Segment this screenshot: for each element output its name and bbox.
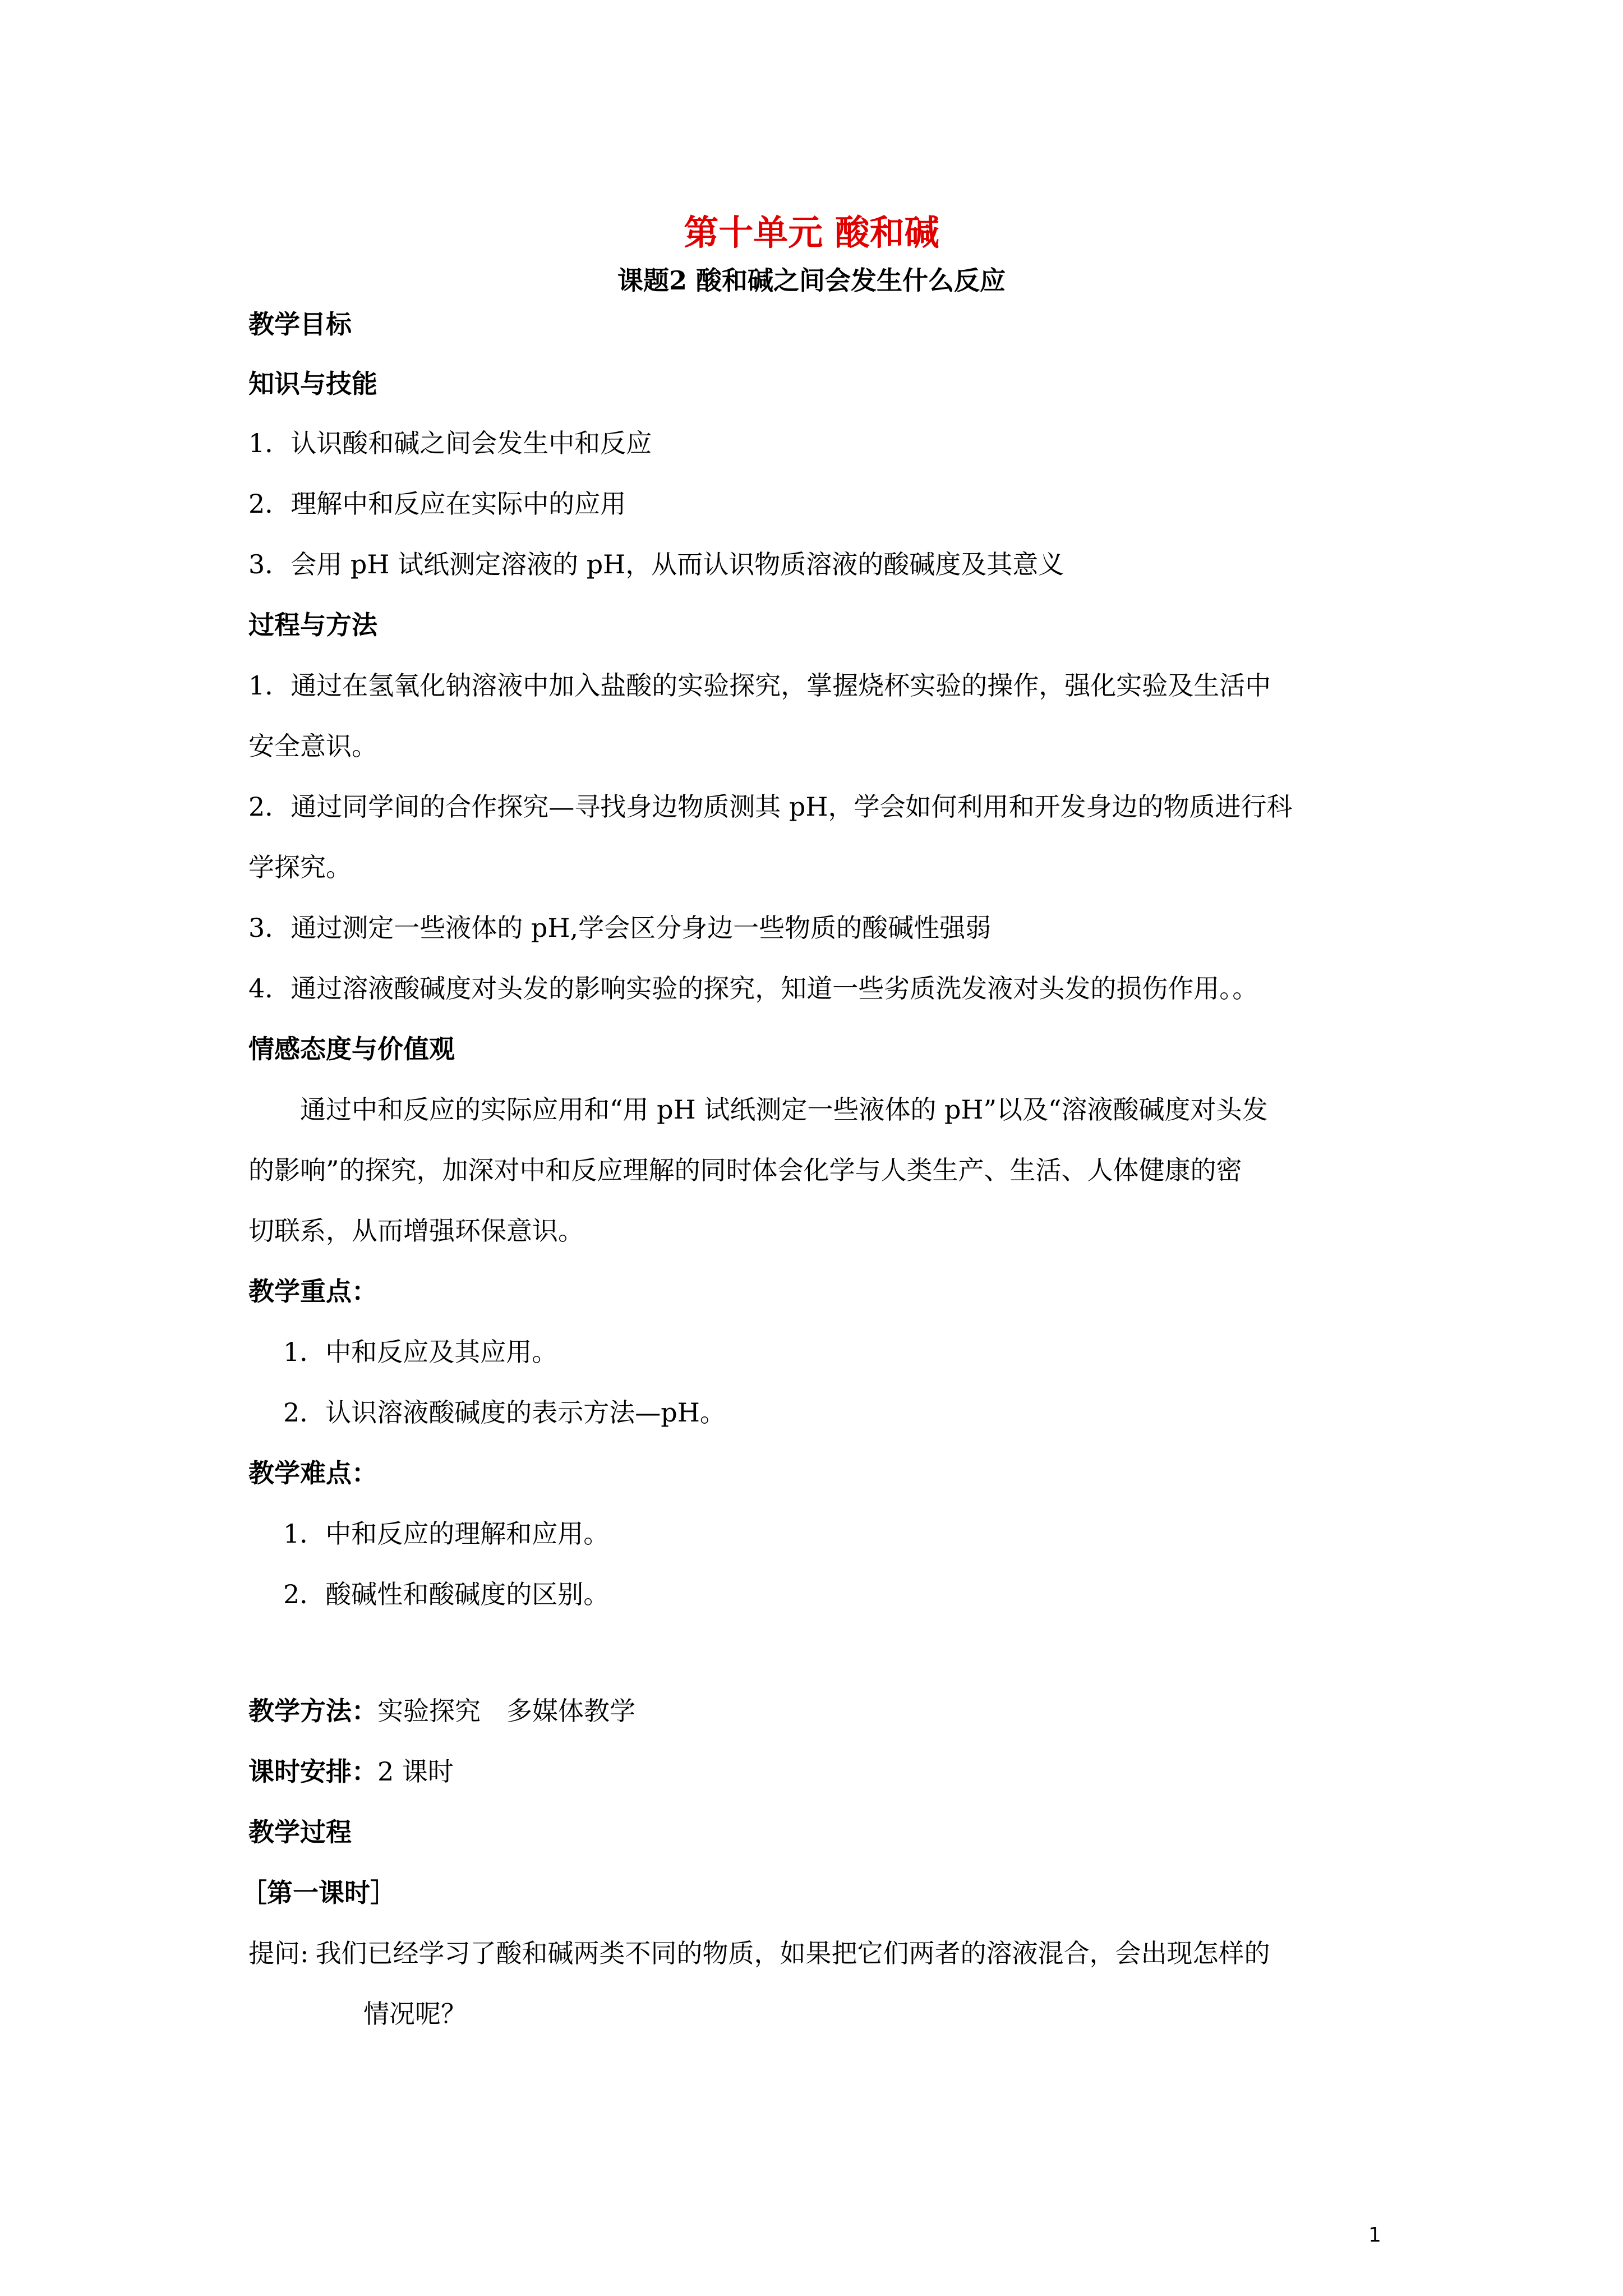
teaching-method-value: 实验探究 多媒体教学: [377, 1696, 635, 1726]
class-schedule: [248, 1754, 454, 1789]
process-item-2-line-2: 学探究。: [248, 852, 352, 882]
difficulty-item: 2．酸碱性和酸碱度的区别。: [283, 1579, 610, 1609]
process-item-4: 4．通过溶液酸碱度对头发的影响实验的探究，知道一些劣质洗发液对头发的损伤作用。。: [248, 973, 1258, 1004]
process-item-3: 3．通过测定一些液体的 pH,学会区分身边一些物质的酸碱性强弱: [248, 913, 992, 943]
lesson-subtitle: 课题2 酸和碱之间会发生什么反应: [617, 265, 1006, 296]
class-schedule-label: 课时安排：: [248, 1756, 377, 1787]
process-item-1-line-2: 安全意识。: [248, 731, 377, 761]
key-point-item: 1．中和反应及其应用。: [283, 1337, 558, 1367]
process-item-1-line-1: 1．通过在氢氧化钠溶液中加入盐酸的实验探究，掌握烧杯实验的操作，强化实验及生活中: [248, 670, 1271, 701]
teaching-process-heading: 教学过程: [248, 1817, 352, 1847]
teaching-method-label: 教学方法：: [248, 1696, 377, 1726]
key-point-item: 2．认识溶液酸碱度的表示方法—pH。: [283, 1397, 726, 1428]
attitude-heading: 情感态度与价值观: [248, 1034, 455, 1064]
objectives-heading: 教学目标: [248, 309, 352, 339]
question-text: 我们已经学习了酸和碱两类不同的物质，如果把它们两者的溶液混合，会出现怎样的: [315, 1938, 1270, 1968]
knowledge-heading: 知识与技能: [248, 369, 377, 399]
question-line-1: [248, 1935, 1270, 1971]
knowledge-item: 3．会用 pH 试纸测定溶液的 pH，从而认识物质溶液的酸碱度及其意义: [248, 549, 1064, 579]
knowledge-item: 1．认识酸和碱之间会发生中和反应: [248, 428, 652, 458]
attitude-paragraph-line-1: 通过中和反应的实际应用和“用 pH 试纸测定一些液体的 pH”以及“溶液酸碱度对头发: [300, 1094, 1268, 1125]
question-line-2: 情况呢？: [363, 1999, 467, 2029]
difficulties-heading: 教学难点：: [248, 1458, 377, 1488]
process-item-2-line-1: 2．通过同学间的合作探究—寻找身边物质测其 pH，学会如何利用和开发身边的物质进行科: [248, 792, 1293, 822]
knowledge-item: 2．理解中和反应在实际中的应用: [248, 489, 626, 519]
page-number: 1: [1368, 2224, 1381, 2247]
class-schedule-value: 2 课时: [377, 1756, 454, 1787]
process-heading: 过程与方法: [248, 610, 377, 640]
teaching-method: [248, 1693, 635, 1729]
unit-title: 第十单元 酸和碱: [684, 212, 939, 253]
attitude-paragraph-line-2: 的影响”的探究，加深对中和反应理解的同时体会化学与人类生产、生活、人体健康的密: [248, 1155, 1242, 1185]
attitude-paragraph-line-3: 切联系，从而增强环保意识。: [248, 1216, 584, 1246]
lesson-one-label: ［第一课时］: [241, 1878, 396, 1908]
difficulty-item: 1．中和反应的理解和应用。: [283, 1519, 610, 1549]
question-label: 提问:: [248, 1938, 309, 1968]
key-points-heading: 教学重点：: [248, 1276, 377, 1306]
